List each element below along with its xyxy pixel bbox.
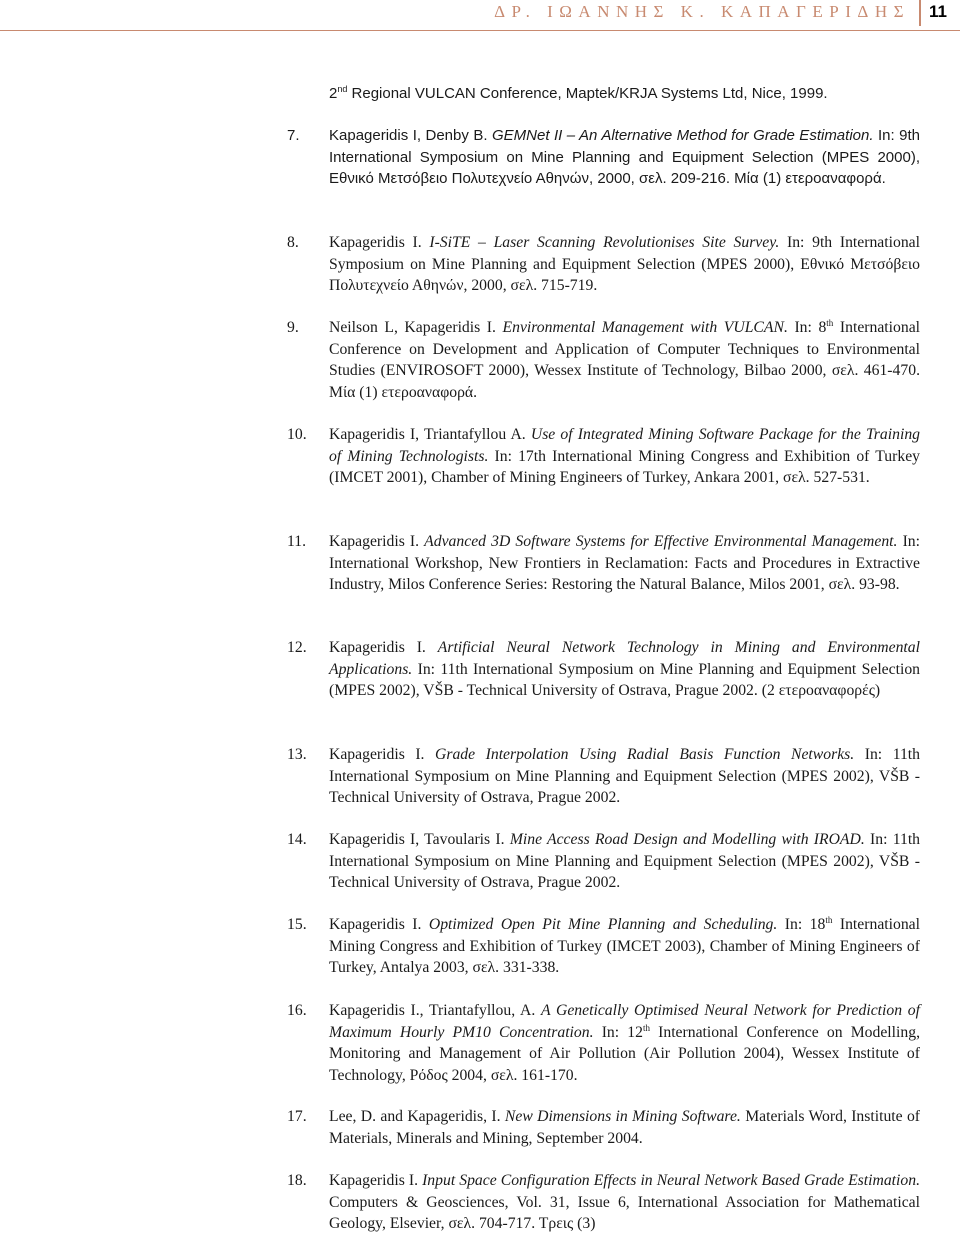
superscript: th <box>825 914 833 925</box>
entry-source: In: 12 <box>601 1023 643 1041</box>
entry-title: GEMNet II – An Alternative Method for Grade Estimation. <box>492 127 874 144</box>
entry-title: Environmental Management with VULCAN. <box>502 319 788 336</box>
list-item <box>287 637 921 702</box>
entry-authors: Kapageridis I. <box>329 639 426 656</box>
entry-source: International Conference on Modelling, Monitoring and Management of Air Pollution (Air Pollution 2004), Wessex Institute of Technology, Ρόδος 2004, σελ. 161-170. <box>329 1023 920 1084</box>
entry-title: Use of Integrated Mining Software Package for the Training of Mining Technologists. <box>329 426 921 465</box>
entry-number: 17. <box>287 1108 307 1125</box>
entry-authors: Kapageridis I. <box>329 234 422 251</box>
entry-title: A Genetically Optimised Neural Network for Prediction of Maximum Hourly PM10 Concentration. <box>329 1002 920 1041</box>
entry-title: Optimized Open Pit Mine Planning and Scheduling. <box>428 916 778 933</box>
entry-source: Computers & Geosciences, Vol. 31, Issue 6, International Association for Mathematical Geology, Elsevier, σελ. 704-717. Τρεις (3) <box>329 1193 920 1232</box>
list-item <box>287 424 921 489</box>
entry-source: In: 8 <box>794 319 827 336</box>
header-divider <box>919 0 921 26</box>
entry-authors: Kapageridis I. <box>329 533 420 550</box>
entry-number: 18. <box>287 1172 307 1189</box>
entry-source: In: 17th International Mining Congress and Exhibition of Turkey (IMCET 2001), Chamber of Mining Engineers of Turkey, Ankara 2001, σελ. 527-531. <box>329 447 920 486</box>
list-item <box>287 232 920 297</box>
superscript: th <box>826 317 834 328</box>
superscript: nd <box>337 84 348 94</box>
entry-text: 2 <box>329 85 338 102</box>
entry-title: Mine Access Road Design and Modelling with IROAD. <box>509 831 865 848</box>
entry-number: 14. <box>287 831 307 848</box>
entry-authors: Neilson L, Kapageridis I. <box>329 319 496 336</box>
entry-source: International Mining Congress and Exhibition of Turkey (IMCET 2003), Chamber of Mining Engineers of Turkey, Antalya 2003, σελ. 331-338. <box>329 916 921 976</box>
entry-number: 7. <box>287 127 300 144</box>
header-rule <box>0 30 960 31</box>
entry-source: In: 9th International Symposium on Mine Planning and Equipment Selection (MPES 2000), Εθνικό Μετσόβειο Πολυτεχνείο Αθηνών, 2000, σελ. 209-216. Μία (1) ετεροαναφορά. <box>329 127 921 187</box>
list-item <box>287 744 920 809</box>
entry-authors: Kapageridis I. <box>329 746 425 763</box>
superscript: th <box>642 1022 650 1033</box>
list-item <box>329 83 920 105</box>
entry-source: In: 11th International Symposium on Mine Planning and Equipment Selection (MPES 2002), VŠB - Technical University of Ostrava, Prague 2002. <box>329 831 921 891</box>
entry-authors: Kapageridis I, Denby B. <box>329 127 488 144</box>
entry-number: 16. <box>287 1002 307 1019</box>
entry-number: 13. <box>287 746 307 763</box>
entry-source: In: International Workshop, New Frontiers in Reclamation: Facts and Procedures in Extractive Industry, Milos Conference Series: Restoring the Natural Balance, Milos 2001, σελ. 93-98. <box>329 533 920 593</box>
list-item <box>287 125 921 190</box>
entry-source: International Conference on Development and Application of Computer Techniques to Environmental Studies (ENVIROSOFT 2000), Wessex Institute of Technology, Bilbao 2000, σελ. 461-470. Μία (1) ετεροαναφορά. <box>329 319 921 401</box>
entry-title: New Dimensions in Mining Software. <box>504 1108 741 1125</box>
entry-number: 15. <box>287 916 307 933</box>
list-item <box>287 1170 920 1235</box>
entry-source: In: 9th International Symposium on Mine Planning and Equipment Selection (MPES 2000), Εθνικό Μετσόβειο Πολυτεχνείο Αθηνών, 2000, σελ. 715-719. <box>329 234 920 294</box>
list-item <box>287 914 921 979</box>
entry-authors: Kapageridis I, Triantafyllou A. <box>329 426 526 443</box>
entry-title: Grade Interpolation Using Radial Basis Function Networks. <box>435 746 855 763</box>
entry-source: In: 11th International Symposium on Mine Planning and Equipment Selection (MPES 2002), VŠB - Technical University of Ostrava, Prague 2002. <box>329 746 920 806</box>
running-title: ΔΡ. ΙΩΑΝΝΗΣ Κ. ΚΑΠΑΓΕΡΙΔΗΣ <box>494 2 910 21</box>
entry-number: 8. <box>287 234 299 251</box>
entry-text: Regional VULCAN Conference, Maptek/KRJA Systems Ltd, Nice, 1999. <box>347 85 828 102</box>
entry-authors: Kapageridis I., Triantafyllou, A. <box>329 1002 536 1019</box>
entry-source: Materials Word, Institute of Materials, Minerals and Mining, September 2004. <box>329 1108 921 1147</box>
list-item <box>287 829 921 894</box>
list-item <box>287 317 921 403</box>
page-number: 11 <box>929 2 947 21</box>
entry-authors: Kapageridis I. <box>329 1172 418 1189</box>
entry-number: 11. <box>287 533 307 550</box>
list-item <box>287 1000 920 1086</box>
entry-number: 9. <box>287 319 299 336</box>
entry-number: 12. <box>287 639 307 656</box>
list-item <box>287 1106 921 1149</box>
entry-authors: Kapageridis I. <box>329 916 422 933</box>
entry-authors: Lee, D. and Kapageridis, I. <box>329 1108 501 1125</box>
page-header <box>0 0 960 34</box>
entry-authors: Kapageridis I, Tavoularis I. <box>329 831 505 848</box>
list-item <box>287 531 920 596</box>
entry-title: Artificial Neural Network Technology in Mining and Environmental Applications. <box>329 639 920 678</box>
entry-title: I-SiTE – Laser Scanning Revolutionises Site Survey. <box>429 234 780 251</box>
entry-source: In: 11th International Symposium on Mine Planning and Equipment Selection (MPES 2002), VŠB - Technical University of Ostrava, Prague 2002. (2 ετεροαναφορές) <box>329 660 921 699</box>
entry-title: Input Space Configuration Effects in Neural Network Based Grade Estimation. <box>422 1172 920 1189</box>
entry-number: 10. <box>287 426 307 443</box>
entry-source: In: 18 <box>784 916 826 933</box>
entry-title: Advanced 3D Software Systems for Effective Environmental Management. <box>424 533 898 550</box>
